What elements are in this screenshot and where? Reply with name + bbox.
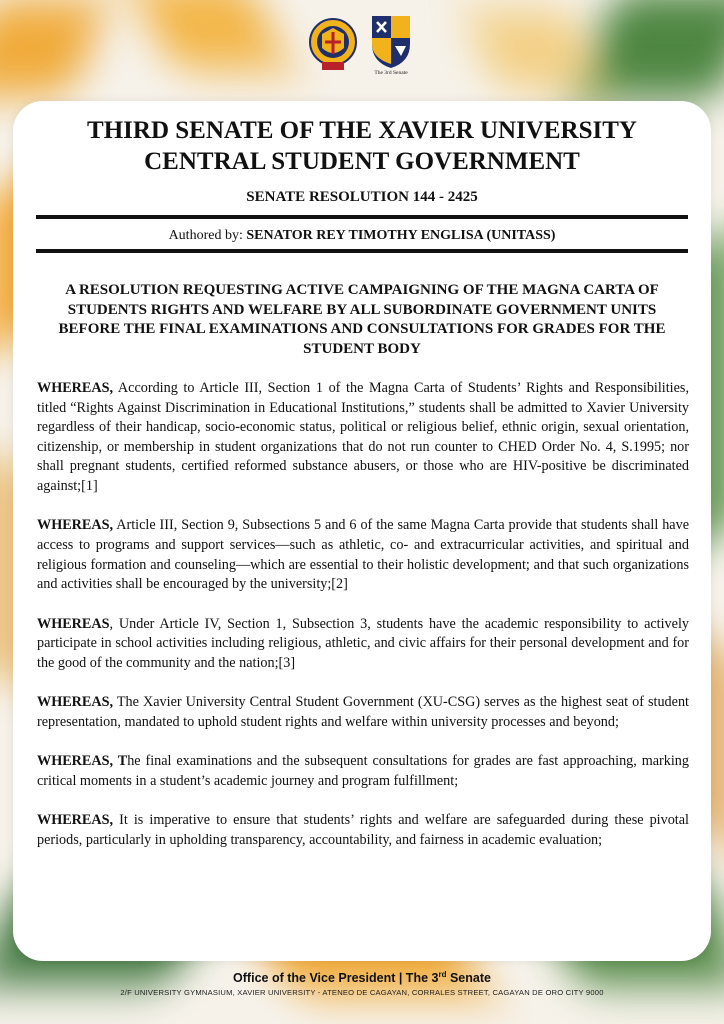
csg-seal-logo (308, 12, 358, 76)
divider-top (36, 215, 688, 219)
header-logos (0, 12, 724, 76)
whereas-clause-4 (37, 693, 689, 732)
clause-lead: WHEREAS, (37, 694, 114, 711)
clause-text: Article III, Section 9, Subsections 5 and 6 of the same Magna Carta provide that students shall have access to programs and support services—such as athletic, co- and extracurricular activities, and spiritual and religious formation and counseling—which are essential to their holistic development; and that such organizations and activities shall be encouraged by the university;[2] (37, 517, 689, 593)
resolution-number: SENATE RESOLUTION 144 - 2425 (246, 189, 478, 205)
office-prefix: Office of the Vice President | The 3 (233, 971, 439, 986)
title-line-2: CENTRAL STUDENT GOVERNMENT (144, 148, 580, 175)
whereas-clause-6 (37, 811, 689, 850)
clause-lead: WHEREAS (37, 615, 110, 632)
clause-lead: WHEREAS, (37, 812, 114, 829)
clause-text: he final examinations and the subsequent consultations for grades are fast approaching, marking critical moments in a student’s academic journey and program fulfillment; (37, 753, 689, 789)
third-senate-shield-logo (366, 12, 416, 76)
document-title (13, 115, 711, 177)
office-sup: rd (438, 970, 447, 979)
office-line (0, 970, 724, 985)
resolution-title: A RESOLUTION REQUESTING ACTIVE CAMPAIGNING OF THE MAGNA CARTA OF STUDENTS RIGHTS AND WELFARE BY ALL SUBORDINATE GOVERNMENT UNITS BEFORE THE FINAL EXAMINATIONS AND CONSULTATIONS FOR GRADES FOR THE STUDENT BODY (58, 282, 666, 357)
whereas-clause-5 (37, 752, 689, 791)
clause-lead: WHEREAS, (37, 380, 114, 396)
clause-text: , Under Article IV, Section 1, Subsection 3, students have the academic responsibility to actively participate in school activities including religious, athletic, and civic affairs for their personal development and for the good of the community and the nation;[3] (37, 615, 689, 671)
resolution-card (13, 101, 711, 961)
svg-text:The 3rd Senate: The 3rd Senate (374, 70, 408, 76)
office-address: 2/F UNIVERSITY GYMNASIUM, XAVIER UNIVERSITY - ATENEO DE CAGAYAN, CORRALES STREET, CAGAYAN DE ORO CITY 9000 (120, 988, 604, 998)
title-line-1: THIRD SENATE OF THE XAVIER UNIVERSITY (87, 117, 637, 144)
authored-label: Authored by: (168, 228, 243, 243)
whereas-clause-1 (37, 379, 689, 497)
clause-lead: WHEREAS, (37, 517, 114, 534)
resolution-body (37, 379, 689, 870)
whereas-clause-2 (37, 516, 689, 594)
clause-lead: WHEREAS, T (37, 753, 128, 770)
clause-text: It is imperative to ensure that students’ rights and welfare are safeguarded during these pivotal periods, particularly in upholding transparency, accountability, and fairness in academic evaluation; (37, 812, 689, 848)
whereas-clause-3 (37, 615, 689, 674)
author-line (13, 228, 711, 244)
clause-text: The Xavier University Central Student Government (XU-CSG) serves as the highest seat of student representation, mandated to uphold student rights and welfare within university processes and beyond; (37, 694, 689, 730)
author-name: SENATOR REY TIMOTHY ENGLISA (UNITASS) (246, 228, 556, 243)
divider-bottom (36, 249, 688, 253)
office-suffix: Senate (446, 971, 491, 986)
clause-text: According to Article III, Section 1 of the Magna Carta of Students’ Rights and Responsibilities, titled “Rights Against Discrimination in Educational Institutions,” students shall be admitted to Xavier University regardless of their handicap, socio-economic status, political or religious belief, ethnic origin, sexual orientation, citizenship, or membership in student organizations that do not run counter to CHED Order No. 4, S.1995; nor shall pregnant students, certified reformed substance abusers, or those who are HIV-positive be discriminated against;[1] (37, 380, 689, 494)
page-footer (0, 970, 724, 997)
